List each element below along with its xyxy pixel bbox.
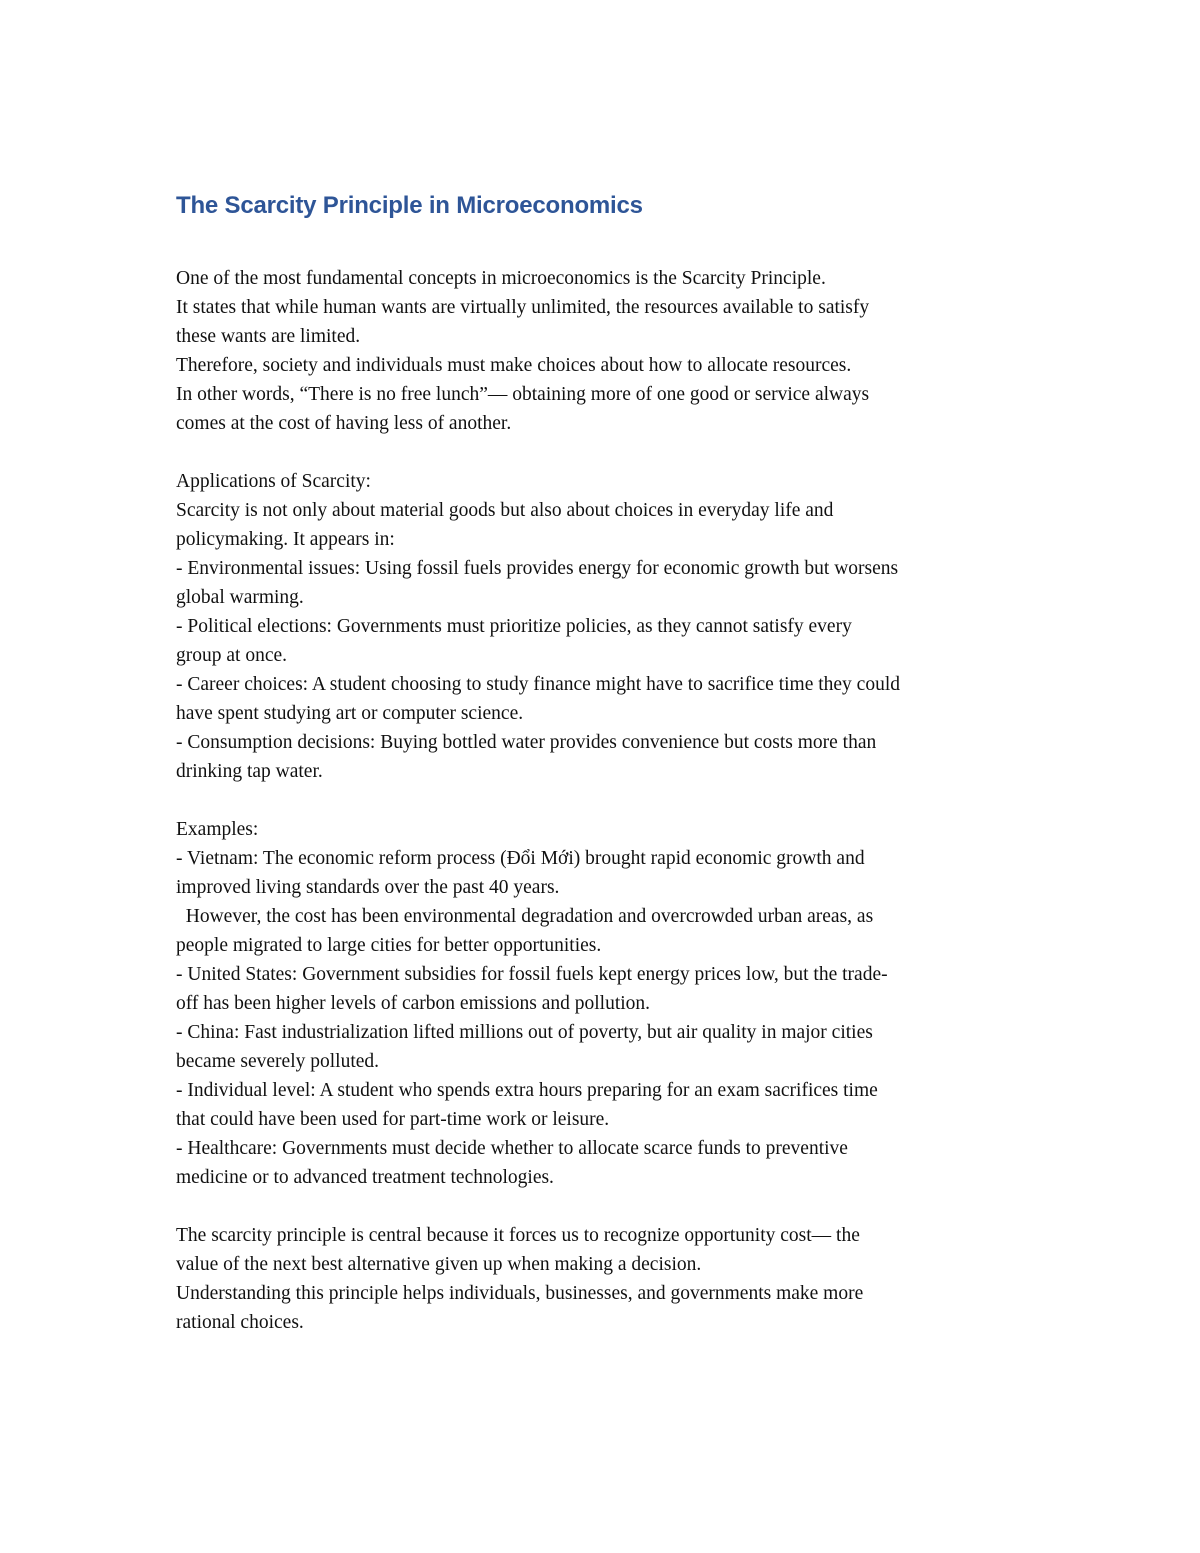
paragraph-spacer xyxy=(176,438,1036,467)
examples-line: medicine or to advanced treatment technologies. xyxy=(176,1167,554,1188)
applications-line: - Career choices: A student choosing to study finance might have to sacrifice time they could xyxy=(176,674,901,695)
examples-line: - Healthcare: Governments must decide whether to allocate scarce funds to preventive xyxy=(176,1138,848,1159)
examples-line: people migrated to large cities for better opportunities. xyxy=(176,935,602,956)
applications-line: - Environmental issues: Using fossil fuels provides energy for economic growth but worsens xyxy=(176,558,899,579)
examples-line: However, the cost has been environmental degradation and overcrowded urban areas, as xyxy=(176,906,874,927)
document-body xyxy=(176,190,1036,1337)
conclusion-line: The scarcity principle is central because it forces us to recognize opportunity cost— the xyxy=(176,1225,860,1246)
applications-line: global warming. xyxy=(176,587,304,608)
intro-line: In other words, “There is no free lunch”— obtaining more of one good or service always xyxy=(176,384,870,405)
examples-line: - Individual level: A student who spends extra hours preparing for an exam sacrifices time xyxy=(176,1080,878,1101)
paragraph-spacer xyxy=(176,786,1036,815)
document-title: The Scarcity Principle in Microeconomics xyxy=(176,192,643,219)
examples-line: that could have been used for part-time work or leisure. xyxy=(176,1109,610,1130)
intro-line: It states that while human wants are virtually unlimited, the resources available to satisfy xyxy=(176,297,870,318)
conclusion-line: Understanding this principle helps individuals, businesses, and governments make more xyxy=(176,1283,864,1304)
examples-heading: Examples: xyxy=(176,819,259,840)
intro-line: One of the most fundamental concepts in microeconomics is the Scarcity Principle. xyxy=(176,268,826,289)
examples-line: - Vietnam: The economic reform process (Đổi Mới) brought rapid economic growth and xyxy=(176,848,865,869)
examples-line: off has been higher levels of carbon emissions and pollution. xyxy=(176,993,651,1014)
intro-section xyxy=(176,264,1036,438)
applications-line: Scarcity is not only about material goods but also about choices in everyday life and xyxy=(176,500,834,521)
applications-line: - Political elections: Governments must prioritize policies, as they cannot satisfy every xyxy=(176,616,852,637)
examples-line: - United States: Government subsidies for fossil fuels kept energy prices low, but the trade- xyxy=(176,964,888,985)
conclusion-section xyxy=(176,1221,1036,1337)
examples-section xyxy=(176,815,1036,1192)
paragraph-spacer xyxy=(176,1192,1036,1221)
examples-line: - China: Fast industrialization lifted millions out of poverty, but air quality in major cities xyxy=(176,1022,873,1043)
applications-line: policymaking. It appears in: xyxy=(176,529,395,550)
applications-heading: Applications of Scarcity: xyxy=(176,471,371,492)
conclusion-line: value of the next best alternative given up when making a decision. xyxy=(176,1254,702,1275)
examples-line: improved living standards over the past 40 years. xyxy=(176,877,560,898)
applications-line: group at once. xyxy=(176,645,288,666)
applications-line: drinking tap water. xyxy=(176,761,323,782)
intro-line: comes at the cost of having less of another. xyxy=(176,413,512,434)
applications-line: - Consumption decisions: Buying bottled water provides convenience but costs more than xyxy=(176,732,877,753)
examples-line: became severely polluted. xyxy=(176,1051,380,1072)
intro-line: Therefore, society and individuals must make choices about how to allocate resources. xyxy=(176,355,852,376)
intro-line: these wants are limited. xyxy=(176,326,361,347)
conclusion-line: rational choices. xyxy=(176,1312,304,1333)
applications-section xyxy=(176,467,1036,786)
applications-line: have spent studying art or computer science. xyxy=(176,703,524,724)
